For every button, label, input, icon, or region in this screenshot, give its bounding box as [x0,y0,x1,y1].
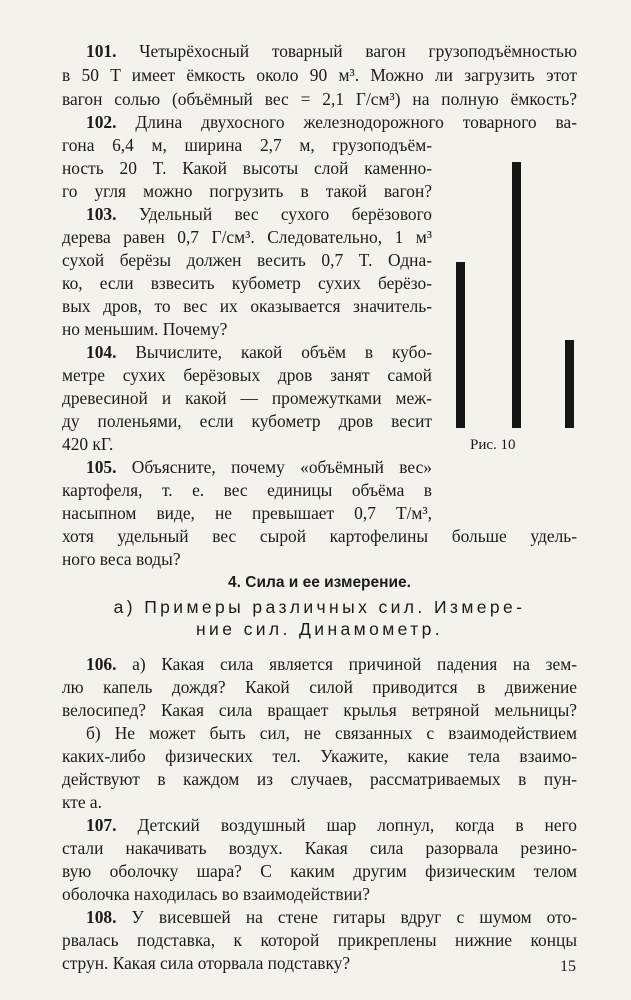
problem-101-line-2: в 50 T имеет ёмкость около 90 м³. Можно ли загрузить этот [62,65,577,85]
problem-103-line-4: ко, если взвесить кубометр сухих берёзо- [62,273,432,293]
problem-106-line-2: лю капель дождя? Какой силой приводится в движение [62,677,577,697]
problem-102-line-1: 102. Длина двухосного железнодорожного товарного ва- [86,112,577,132]
problem-107-number: 107. [86,815,117,835]
problem-103-line-5: вых дров, то вес их оказывается значитель- [62,296,432,316]
figure-caption: Рис. 10 [470,437,516,453]
problem-106-line-4: б) Не может быть сил, не связанных с взаимодействием [86,723,577,743]
problem-106-number: 106. [86,654,117,674]
problem-105-number: 105. [86,457,117,477]
problem-101-number: 101. [86,41,117,61]
problem-102-line-2: гона 6,4 м, ширина 2,7 м, грузоподъём- [62,135,432,155]
page-number: 15 [560,958,576,975]
problem-104-line-5: 420 кГ. [62,434,114,454]
problem-104-line-4: ду поленьями, если кубометр дров весит [62,411,432,431]
section-subtitle-line-2: ние сил. Динамометр. [195,619,444,639]
figure-bar-middle [512,162,521,428]
problem-104-line-3: древесиной и какой — промежутками меж- [62,388,432,408]
problem-102-number: 102. [86,112,117,132]
problem-107-line-4: оболочка находилась во взаимодействии? [62,884,370,904]
problem-105-line-4: хотя удельный вес сырой картофелины больше удель- [62,526,577,546]
problem-105-line-2: картофеля, т. е. вес единицы объёма в [62,480,432,500]
problem-105-line-1: 105. Объясните, почему «объёмный вес» [86,457,432,477]
problem-104-number: 104. [86,342,117,362]
figure-bar-left [456,262,465,428]
problem-104-line-1: 104. Вычислите, какой объём в кубо- [86,342,432,362]
problem-108-line-3: струн. Какая сила оторвала подставку? [62,953,351,973]
problem-106-line-5: каких-либо физических тел. Укажите, какие тела взаимо- [62,746,577,766]
problem-102-line-3: ность 20 T. Какой высоты слой каменно- [62,158,432,178]
problem-103-line-1: 103. Удельный вес сухого берёзового [86,204,432,224]
problem-106-line-1: 106. а) Какая сила является причиной падения на зем- [86,654,577,674]
problem-102-line-4: го угля можно погрузить в такой вагон? [62,181,432,201]
problem-107-line-3: вую оболочку шара? С каким другим физическим телом [62,861,577,881]
section-title: 4. Сила и ее измерение. [228,574,411,591]
problem-103-line-2: дерева равен 0,7 Г/см³. Следовательно, 1 м³ [62,227,432,247]
problem-103-number: 103. [86,204,117,224]
problem-104-line-2: метре сухих берёзовых дров занят самой [62,365,432,385]
problem-103-line-6: но меньшим. Почему? [62,319,228,339]
figure-bar-right [565,340,574,428]
problem-108-number: 108. [86,907,117,927]
problem-103-line-3: сухой берёзы должен весить 0,7 T. Одна- [62,250,432,270]
problem-107-line-2: стали накачивать воздух. Какая сила разорвала резино- [62,838,577,858]
section-subtitle-line-1: а) Примеры различных сил. Измере- [113,597,526,617]
problem-108-line-1: 108. У висевшей на стене гитары вдруг с шумом ото- [86,907,577,927]
problem-101-line-1: 101. Четырёхосный товарный вагон грузоподъёмностью [86,41,577,61]
problem-101-line-3: вагон солью (объёмный вес = 2,1 Г/см³) на полную ёмкость? [62,89,577,109]
problem-108-line-2: рвалась подставка, к которой прикреплены нижние концы [62,930,577,950]
problem-105-line-3: насыпном виде, не превышает 0,7 T/м³, [62,503,432,523]
problem-105-line-5: ного веса воды? [62,549,181,569]
problem-106-line-6: действуют в каждом из случаев, рассматриваемых в пун- [62,769,577,789]
problem-106-line-3: велосипед? Какая сила вращает крылья ветряной мельницы? [62,700,577,720]
problem-106-line-7: кте а. [62,792,102,812]
problem-107-line-1: 107. Детский воздушный шар лопнул, когда в него [86,815,577,835]
